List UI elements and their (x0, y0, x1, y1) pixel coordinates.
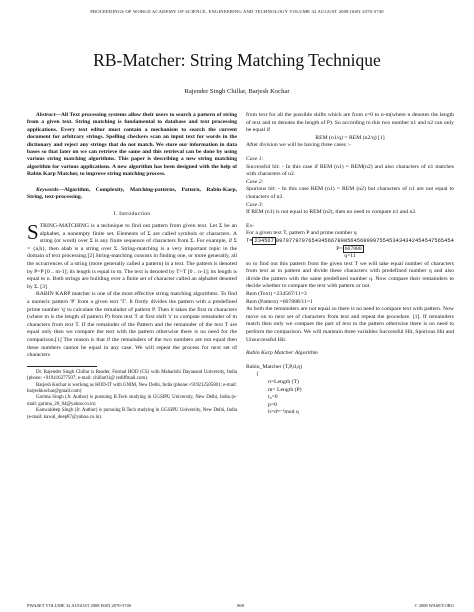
case-1-text: Successful hit: - In this case if REM (n1) = REM(n2) and also characters of n1 matches with characters of n2. (246, 163, 454, 178)
right-column (246, 112, 454, 417)
case-2-label: Case 2: (246, 178, 264, 185)
text-window-box: 234567 (254, 237, 274, 244)
algo-line: p=0 (268, 401, 277, 408)
algo-line: t₀=0 (268, 394, 278, 401)
footer-left: PWASET VOLUME 32 AUGUST 2008 ISSN 2070-3740 (27, 603, 132, 608)
case-1-label: Case 1: (246, 155, 264, 162)
keywords-text: —Algorithm, Complexity, Matching-patterns, Pattern, Rabin-Karp, String, text-processing. (27, 186, 237, 201)
example-label: Ex- (246, 222, 255, 229)
intro-paragraph-2: RABIN KARP matcher is one of the most effective string matching algorithms. To find a numeric pattern 'P' from a given text 'T'. It firstly divides the pattern with a predefined prime number 'q' to calculate the remainder of pattern P. Then it takes the first m characters (where m is the length of pattern P) from text T at first shift 's' to compute remainder of m characters from text T. If the remainder of the Pattern and the remainder of the text T are equal only then we compare the text with the pattern otherwise there is no need for the comparison.[1] The reason is that if the remainders of the two numbers are not equal then these numbers cannot be equal in any case. We will repeat the process for next set of characters (27, 291, 237, 359)
pattern-box: 667888 (344, 245, 362, 252)
left-column (27, 112, 237, 421)
prime-q: q=11 (344, 253, 356, 260)
page-number: 868 (237, 603, 244, 608)
right-paragraph-2: After division we will be having three cases :- (246, 142, 351, 149)
text-remainder: 8979779797654345667890564568909755453434342454547565454 (275, 237, 454, 244)
case-3-label: Case 3: (246, 201, 264, 208)
example-text: For a given text T, pattern P and prime number q (246, 230, 357, 237)
abstract-label: Abstract (36, 112, 56, 118)
abstract (27, 112, 237, 179)
footnote-2: Barjesh Kochar is working as HOD-IT with GNIM, New Delhi, India (phone:+919212505801; e-mail: barjeshkochar@gmail.com) (27, 382, 237, 394)
rem-pattern: Rem (Pattern) =667888/11=1 (246, 298, 313, 305)
example-pattern: P= 667888 (336, 245, 362, 252)
algorithm-heading: Rabin Karp Matcher Algorithm (246, 350, 318, 357)
abstract-text: —All Text processing systems allow their users to search a pattern of string from a given text. String matching is fundamental to database and text processing applications. Every text editor must contain a mechanism to search the current document for arbitrary strings. Spelling checkers scan an input text for words in the dictionary and reject any strings that do not match. We store our information in data bases so that later on we can retrieve the same and this retrieval can be done by using various string matching algorithms. This paper is describing a new string matching algorithm for various applications. A new algorithm has been designed with the help of Rabin Karp Matcher, to improve string matching process. (27, 112, 237, 178)
case-3-text: If REM (n1) is not equal to REM (n2), then no need to compare n1 and n2. (246, 209, 417, 216)
case-2-text: Spurious hit: - In this case REM (n1) = REM (n2) but characters of n1 are not equal to characters of n2. (246, 186, 454, 200)
right-paragraph-1: from text for all the possible shifts which are from s=0 to n-m(where n denotes the length of text and m denotes the length of P). So according to this two number n1 and n2 can only be equal if (246, 112, 454, 134)
keywords-label: Keywords (36, 186, 59, 193)
section-heading: I. Introduction (113, 211, 151, 218)
algorithm-signature: Rabin_Matcher (T,P,d,q) (246, 363, 303, 370)
drop-cap: S (27, 220, 39, 245)
journal-header: PROCEEDINGS OF WORLD ACADEMY OF SCIENCE, ENGINEERING AND TECHNOLOGY VOLUME 32 AUGUST 2008 ISSN 2070-3740 (90, 9, 384, 14)
footnote-3: Garima Singh (Jr. Author) is pursuing B.Tech studying in GGSIPU University, New Delhi, India (e-mail: garima_20_04@yahoo.co.in) (27, 395, 237, 407)
footer-right: © 2008 WASET.ORG (414, 603, 454, 608)
footnote-1: Dr. Rajender Singh Chillar is Reader, Formal HOD (CS) with Maharishi Dayanand University, India (phone: +919416277507; e-mail: chillar01@ rediffmail.com). (27, 369, 237, 382)
footnotes (27, 370, 237, 421)
paper-authors: Rajender Singh Chillar, Barjesh Kochar (184, 88, 290, 95)
paper-title: RB-Matcher: String Matching Technique (93, 50, 381, 70)
footnote-4: Kanwaldeep Singh (Jr. Author) is pursuing B.Tech studying in GGSIPU University, New Delhi, India (e-mail: kawal_deep87@yahoo.co.in). (27, 408, 237, 420)
right-paragraph-3: so to find out this pattern from the given text T we will take equal number of characters from text as in pattern and divide these characters with predefined number q and also divide the pattern with the same predefined number q. Now compare their remainders to decide whether to compare the text with pattern or not. (246, 260, 454, 290)
keywords (27, 187, 237, 202)
rem-text: Rem (Text) =234567/11=3 (246, 291, 307, 298)
example-text-string: T= 234567 8979779797654345667890564568909755453434342454547565454 (246, 237, 454, 244)
intro-paragraph-1 (27, 220, 237, 291)
formula: REM (n1/q) = REM (n2/q) [1] (315, 134, 385, 141)
algo-line: m= Length (P) (268, 386, 302, 393)
algo-line: h=dᵐ⁻¹mod q (268, 409, 299, 416)
algorithm-brace: { (256, 371, 259, 378)
intro-text-1: TRING-MATCHING is a technique to find out pattern from given text. Let Σ be an alphabet, a nonempty finite set. Elements of Σ are called symbols or characters. A string (or word) over Σ is any finite sequence of characters from Σ. For example, if Σ = {a,b}, then abab is a string over Σ. String-matching is a very important topic in the domain of text processing.[2] String-matching consists in finding one, or more generally, all the occurrences of a string (more generally called a pattern) in a text. The pattern is denoted by P=P [0 .. m-1]; its length is equal to m. The text is denoted by T=T [0 .. n-1]; its length is equal to n. Both strings are building over a finite set of character called an alphabet denoted by Σ. [3] (27, 223, 237, 290)
right-paragraph-4: As both the remainders are not equal so there is no need to compare text with pattern. Now move on to next set of characters from text and repeat the procedure. [1]. If remainders match then only we compare the part of text to the pattern otherwise there is no need to perform the comparison. We will maintain three variables Successful Hit, Spurious Hit and Unsuccessful Hit. (246, 306, 454, 343)
algo-line: n=Length (T) (268, 379, 299, 385)
footnote-divider (27, 366, 97, 367)
